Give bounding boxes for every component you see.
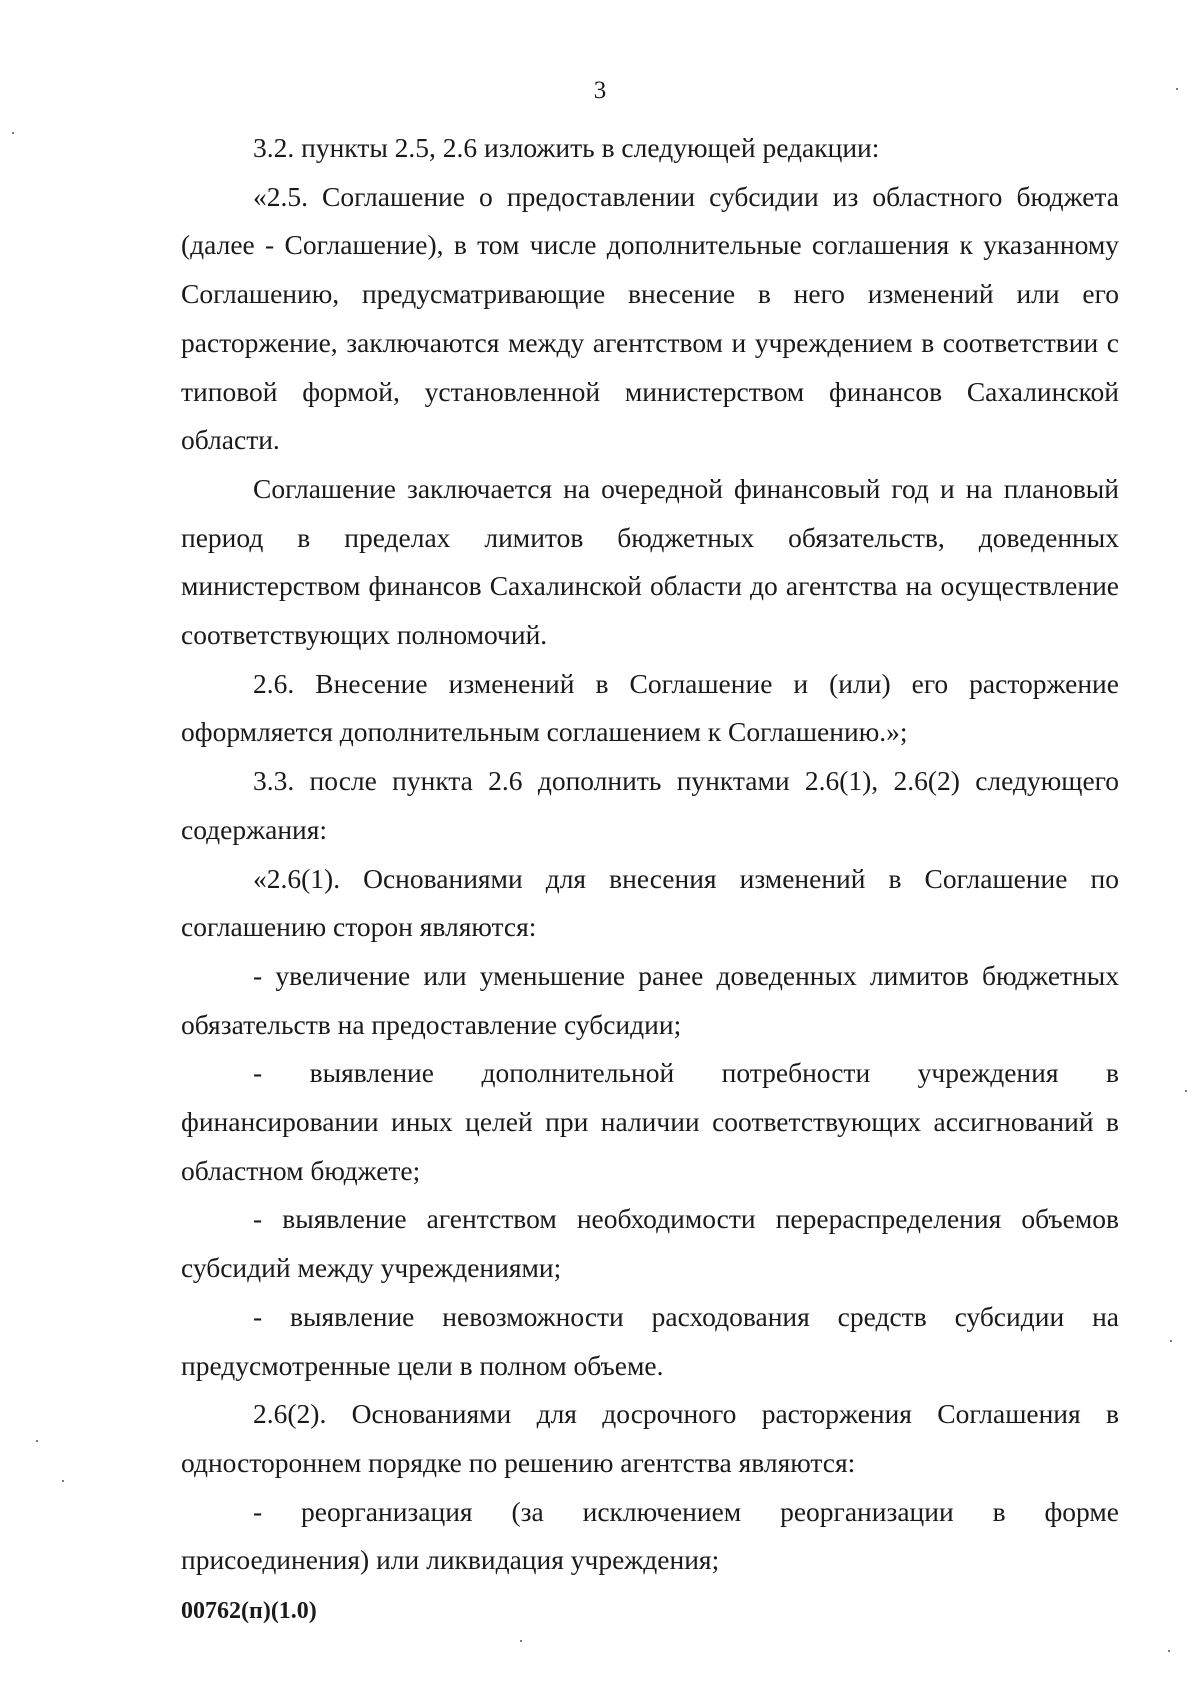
paragraph-3-2: 3.2. пункты 2.5, 2.6 изложить в следующей редакции: xyxy=(253,132,880,163)
paragraph-agreement-term: Соглашение заключается на очередной финансовый год и на плановый период в пределах лимитов бюджетных обязательств, доведенных министерством финансов Сахалинской области до агентства на осуществление соответствующих полномочий. xyxy=(181,472,1119,651)
list-item-reorganization: - реорганизация (за исключением реорганизации в форме присоединения) или ликвидация учреждения; xyxy=(181,1495,1119,1576)
paragraph-2-5: «2.5. Соглашение о предоставлении субсидии из областного бюджета (далее - Соглашение), в том числе дополнительные соглашения к указанному Соглашению, предусматривающие внесение в него изменений или его расторжение, заключаются между агентством и учреждением в соответствии с типовой формой, установленной министерством финансов Сахалинской области. xyxy=(181,180,1119,456)
paragraph-2-6-2: 2.6(2). Основаниями для досрочного расторжения Соглашения в одностороннем порядке по решению агентства являются: xyxy=(181,1398,1119,1478)
paragraph-2-6: 2.6. Внесение изменений в Соглашение и (или) его расторжение оформляется дополнительным соглашением к Соглашению.»; xyxy=(181,667,1119,748)
scan-speck xyxy=(1185,1090,1187,1092)
scan-speck xyxy=(1170,1340,1172,1342)
paragraph-2-6-1: «2.6(1). Основаниями для внесения изменений в Соглашение по соглашению сторон являются: xyxy=(181,862,1119,943)
scan-speck xyxy=(62,1480,64,1482)
scan-speck xyxy=(36,1440,38,1442)
document-body xyxy=(181,124,1119,1585)
document-code: 00762(п)(1.0) xyxy=(181,1598,317,1624)
scan-speck xyxy=(1176,88,1178,90)
list-item-limits: - увеличение или уменьшение ранее доведенных лимитов бюджетных обязательств на предоставление субсидии; xyxy=(181,959,1119,1040)
page-number: 3 xyxy=(593,77,607,104)
paragraph-3-3: 3.3. после пункта 2.6 дополнить пунктами 2.6(1), 2.6(2) следующего содержания: xyxy=(181,765,1119,845)
list-item-impossibility: - выявление невозможности расходования средств субсидии на предусмотренные цели в полном объеме. xyxy=(181,1300,1119,1381)
scan-speck xyxy=(1168,1650,1170,1652)
list-item-redistribution: - выявление агентством необходимости перераспределения объемов субсидий между учреждениями; xyxy=(181,1203,1119,1284)
scan-speck xyxy=(12,132,14,134)
list-item-additional-need: - выявление дополнительной потребности учреждения в финансировании иных целей при наличии соответствующих ассигнований в областном бюджете; xyxy=(181,1057,1119,1186)
scan-speck xyxy=(520,1640,522,1642)
